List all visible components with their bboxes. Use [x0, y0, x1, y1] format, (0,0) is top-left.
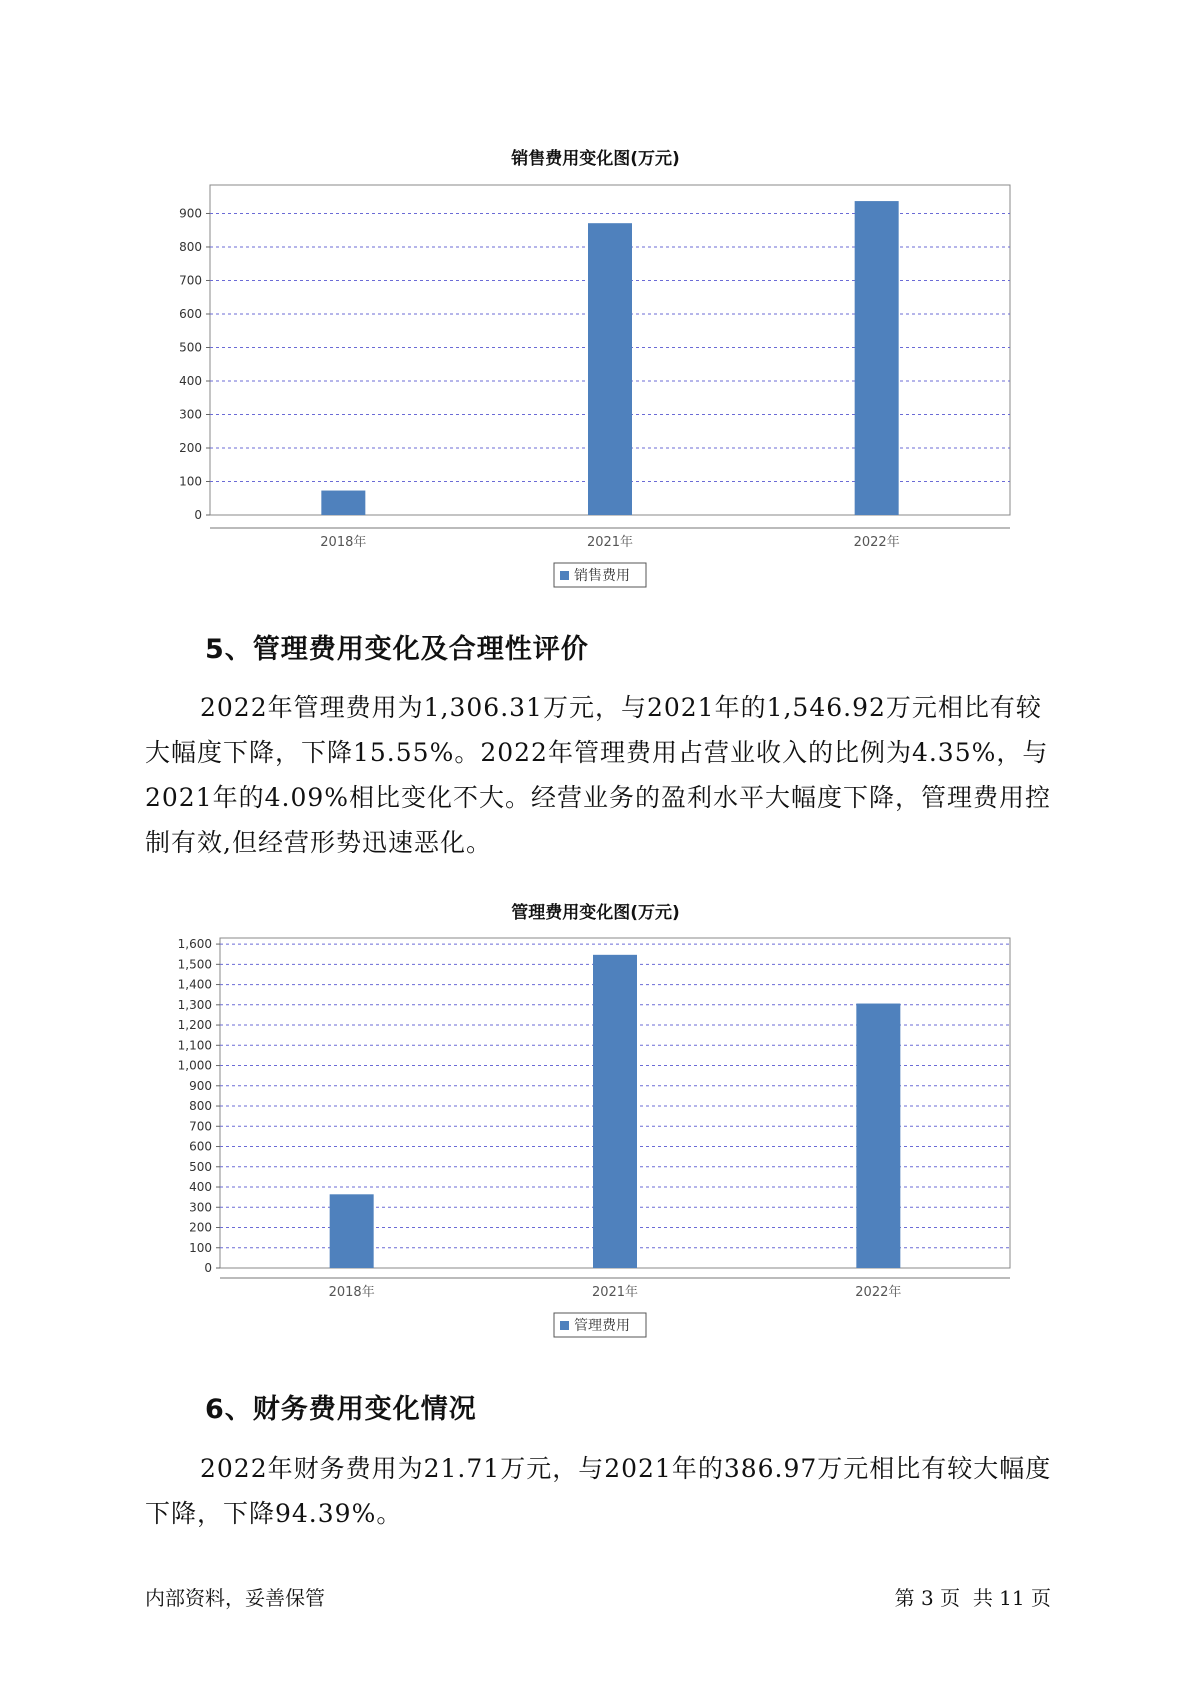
y-tick-label: 400: [179, 373, 202, 388]
section-5-paragraph: 2022年管理费用为1,306.31万元，与2021年的1,546.92万元相比有较大幅度下降，下降15.55%。2022年管理费用占营业收入的比例为4.35%，与2021年的4.09%相比变化不大。经营业务的盈利水平大幅度下降，管理费用控制有效,但经营形势迅速恶化。: [145, 693, 1052, 857]
y-tick-label: 200: [189, 1220, 212, 1235]
y-tick-label: 0: [194, 508, 202, 522]
legend-label: 管理费用: [574, 1318, 630, 1334]
y-tick-label: 800: [179, 239, 202, 254]
y-tick-label: 1,000: [177, 1058, 212, 1073]
y-tick-label: 1,100: [177, 1038, 212, 1053]
section-5-heading: 5、管理费用变化及合理性评价: [205, 634, 589, 665]
y-tick-label: 1,500: [177, 957, 212, 972]
y-tick-label: 600: [179, 306, 202, 321]
y-tick-label: 0: [204, 1261, 212, 1275]
y-tick-label: 1,300: [177, 997, 212, 1012]
legend-swatch: [560, 571, 569, 580]
y-tick-label: 100: [179, 474, 202, 489]
y-tick-label: 1,400: [177, 977, 212, 992]
y-tick-label: 300: [189, 1200, 212, 1215]
bar-1: [588, 223, 632, 515]
y-tick-label: 700: [189, 1119, 212, 1134]
chart-1-title: 销售费用变化图(万元): [511, 149, 680, 169]
section-6-heading: 6、财务费用变化情况: [205, 1394, 477, 1425]
x-tick-label: 2022年: [853, 535, 900, 550]
y-tick-label: 700: [179, 273, 202, 288]
y-tick-label: 200: [179, 440, 202, 455]
bar-2: [856, 1004, 900, 1268]
bar-0: [321, 491, 365, 515]
bar-0: [330, 1194, 374, 1268]
x-tick-label: 2021年: [586, 535, 634, 550]
footer-page-number: 第 3 页 共 11 页: [894, 1586, 1051, 1610]
y-tick-label: 500: [189, 1159, 212, 1174]
y-tick-label: 300: [179, 407, 202, 422]
y-tick-label: 500: [179, 340, 202, 355]
chart-2-title: 管理费用变化图(万元): [511, 903, 680, 923]
legend-swatch: [560, 1321, 569, 1330]
x-tick-label: 2022年: [855, 1285, 902, 1300]
section-6-paragraph: 2022年财务费用为21.71万元，与2021年的386.97万元相比有较大幅度下降，下降94.39%。: [145, 1454, 1052, 1528]
y-tick-label: 800: [189, 1099, 212, 1114]
x-tick-label: 2018年: [328, 1285, 375, 1300]
bar-2: [855, 201, 899, 515]
x-tick-label: 2021年: [591, 1285, 639, 1300]
x-tick-label: 2018年: [320, 535, 367, 550]
bar-1: [593, 955, 637, 1268]
y-tick-label: 900: [179, 206, 202, 221]
admin-expense-chart: [0, 920, 1191, 1350]
y-tick-label: 100: [189, 1240, 212, 1255]
y-tick-label: 1,200: [177, 1018, 212, 1033]
y-tick-label: 600: [189, 1139, 212, 1154]
y-tick-label: 900: [189, 1078, 212, 1093]
y-tick-label: 400: [189, 1180, 212, 1195]
footer-confidential: 内部资料，妥善保管: [145, 1586, 325, 1610]
legend-label: 销售费用: [574, 568, 630, 584]
y-tick-label: 1,600: [177, 937, 212, 952]
sales-expense-chart: [0, 160, 1191, 600]
